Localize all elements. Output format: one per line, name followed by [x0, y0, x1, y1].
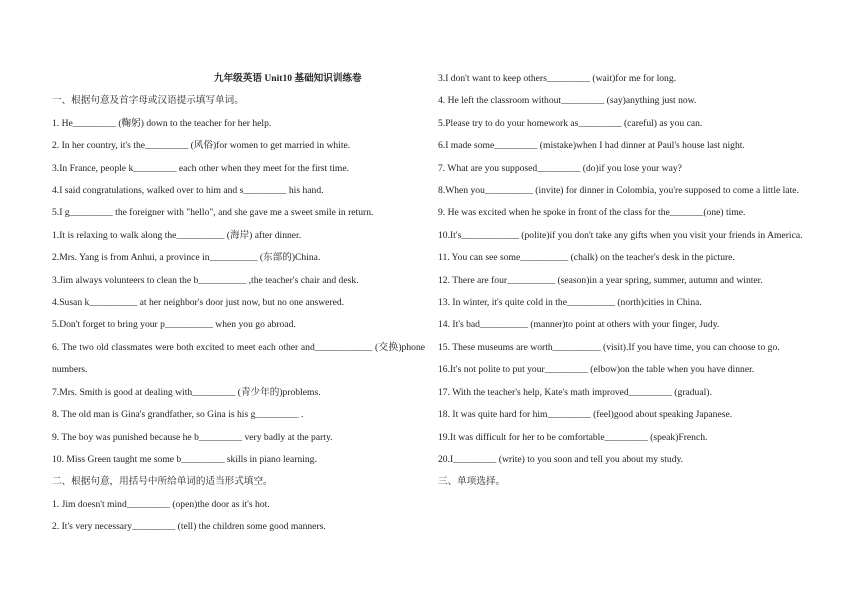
section-heading: 二、根据句意，用括号中所给单词的适当形式填空。: [52, 476, 273, 488]
exercise-line: 8. The old man is Gina's grandfather, so Gina is his g_________ .: [52, 409, 304, 421]
right-column: [438, 68, 809, 494]
exercise-line: 19.It was difficult for her to be comfortable_________ (speak)French.: [438, 431, 708, 443]
exercise-line: 4.I said congratulations, walked over to him and s_________ his hand.: [52, 185, 324, 197]
exercise-line: 2. It's very necessary_________ (tell) the children some good manners.: [52, 521, 326, 533]
exercise-line: 7. What are you supposed_________ (do)if you lose your way?: [438, 162, 682, 174]
exercise-line: 3.Jim always volunteers to clean the b__________ ,the teacher's chair and desk.: [52, 274, 359, 286]
exercise-line: 2. In her country, it's the_________ (风俗)for women to get married in white.: [52, 140, 351, 152]
exercise-line: 4. He left the classroom without_________ (say)anything just now.: [438, 95, 697, 107]
exercise-line: 1. Jim doesn't mind_________ (open)the door as it's hot.: [52, 498, 270, 510]
exercise-line: 20.I_________ (write) to you soon and tell you about my study.: [438, 453, 684, 465]
exercise-line: 10. Miss Green taught me some b_________ skills in piano learning.: [52, 453, 317, 465]
exercise-line: 11. You can see some__________ (chalk) on the teacher's desk in the picture.: [438, 252, 735, 264]
title-row: [52, 68, 425, 90]
left-column: [52, 68, 425, 539]
exercise-line: 12. There are four__________ (season)in a year spring, summer, autumn and winter.: [438, 274, 763, 286]
exercise-line: 5.I g_________ the foreigner with "hello", and she gave me a sweet smile in return.: [52, 207, 374, 219]
exercise-line: 3.In France, people k_________ each other when they meet for the first time.: [52, 162, 350, 174]
exercise-line: 6.I made some_________ (mistake)when I had dinner at Paul's house last night.: [438, 140, 745, 152]
section-heading: 三、单项选择。: [438, 476, 506, 488]
exercise-line: 17. With the teacher's help, Kate's math improved_________ (gradual).: [438, 386, 712, 398]
exercise-line: 3.I don't want to keep others_________ (wait)for me for long.: [438, 73, 677, 84]
exercise-line: 5.Please try to do your homework as_________ (careful) as you can.: [438, 117, 703, 129]
exercise-line: 14. It's bad__________ (manner)to point at others with your finger, Judy.: [438, 319, 720, 331]
section-heading: 一、根据句意及首字母或汉语提示填写单词。: [52, 95, 244, 107]
exercise-line: 6. The two old classmates were both excited to meet each other and____________ (交换)phone numbers.: [52, 341, 425, 376]
exercise-line: 8.When you__________ (invite) for dinner in Colombia, you're supposed to come a little late.: [438, 185, 799, 197]
exercise-line: 9. He was excited when he spoke in front of the class for the_______(one) time.: [438, 207, 746, 219]
exercise-line: 13. In winter, it's quite cold in the__________ (north)cities in China.: [438, 297, 702, 309]
exercise-line: 4.Susan k__________ at her neighbor's door just now, but no one answered.: [52, 297, 345, 309]
exercise-line: 2.Mrs. Yang is from Anhui, a province in__________ (东部的)China.: [52, 252, 321, 264]
exercise-line: 1.It is relaxing to walk along the__________ (海岸) after dinner.: [52, 229, 302, 241]
exercise-line: 5.Don't forget to bring your p__________ when you go abroad.: [52, 319, 296, 331]
right-lines: [438, 68, 809, 494]
page-title: 九年级英语 Unit10 基础知识训练卷: [214, 73, 362, 84]
exercise-line: 10.It's____________ (polite)if you don't take any gifts when you visit your friends in America.: [438, 229, 803, 241]
exercise-line: 18. It was quite hard for him_________ (feel)good about speaking Japanese.: [438, 409, 733, 421]
exercise-line: 16.It's not polite to put your_________ (elbow)on the table when you have dinner.: [438, 364, 755, 376]
exercise-line: 1. He_________ (鞠躬) down to the teacher for her help.: [52, 117, 272, 129]
exercise-line: 15. These museums are worth__________ (visit).If you have time, you can choose to go.: [438, 341, 780, 353]
exercise-line: 9. The boy was punished because he b_________ very badly at the party.: [52, 431, 333, 443]
left-lines: [52, 90, 425, 538]
exercise-line: 7.Mrs. Smith is good at dealing with_________ (青少年的)problems.: [52, 386, 321, 398]
